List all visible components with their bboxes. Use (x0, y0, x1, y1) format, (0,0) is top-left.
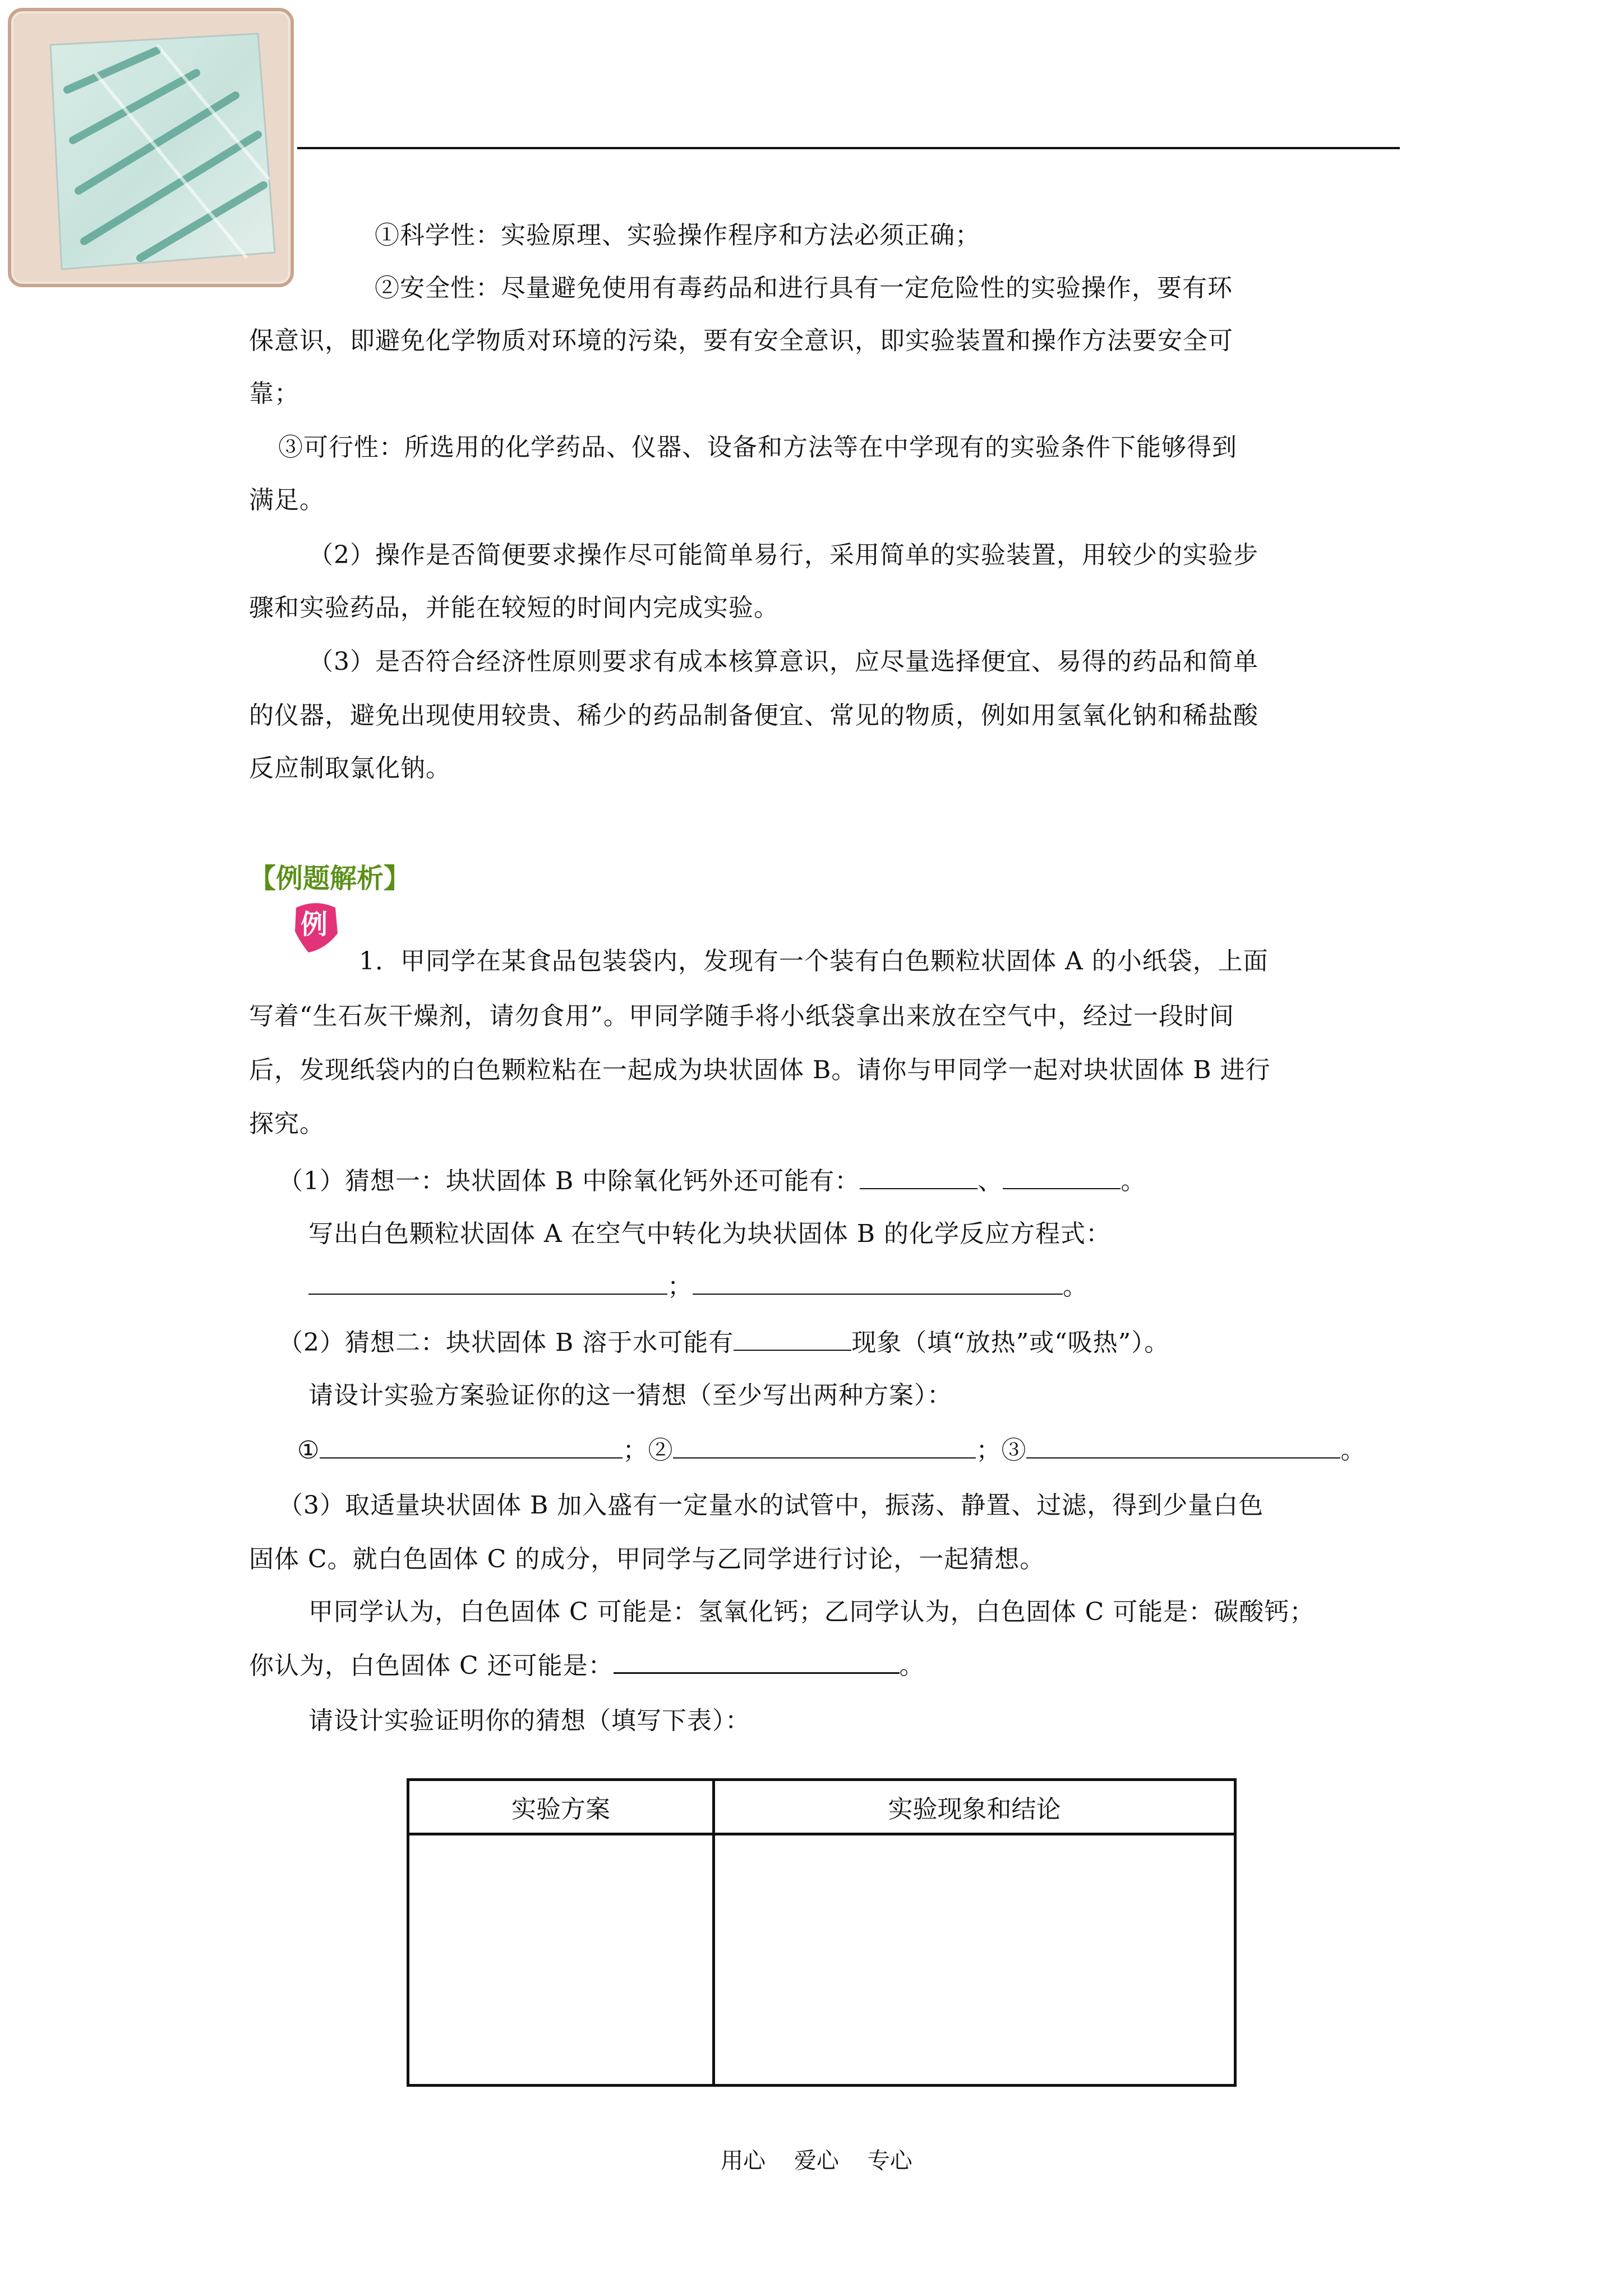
answer-blank-1b[interactable] (1003, 1166, 1121, 1189)
experiment-table (407, 1778, 1237, 2087)
example-section-heading: 【例题解析】 (249, 863, 411, 894)
table-cell-plan[interactable] (408, 1834, 714, 2086)
paragraph-feasibility: ③可行性：所选用的化学药品、仪器、设备和方法等在中学现有的实验条件下能够得到 (278, 433, 1237, 462)
example-intro-line-2: 写着“生石灰干燥剂，请勿食用”。甲同学随手将小纸袋拿出来放在空气中，经过一段时间 (249, 1002, 1234, 1030)
question-1-guess (278, 1154, 1146, 1208)
example-badge (292, 902, 340, 954)
question-2-guess (278, 1316, 1169, 1370)
question-1-text: （1）猜想一：块状固体 B 中除氧化钙外还可能有： (278, 1167, 860, 1195)
question-3-guess-end: 。 (899, 1651, 925, 1680)
question-3-line-3: 甲同学认为，白色固体 C 可能是：氢氧化钙；乙同学认为，白色固体 C 可能是：碳酸钙； (308, 1598, 1315, 1626)
answer-blank-plan-3[interactable] (1026, 1435, 1340, 1458)
plan-marker-3: ；③ (976, 1436, 1027, 1465)
question-3-line-2: 固体 C。就白色固体 C 的成分，甲同学与乙同学进行讨论，一起猜想。 (249, 1545, 1045, 1573)
equation-end: 。 (1063, 1272, 1088, 1301)
paragraph-simplicity: （2）操作是否简便要求操作尽可能简单易行，采用简单的实验装置，用较少的实验步 (308, 541, 1258, 569)
paragraph-simplicity-end: 骤和实验药品，并能在较短的时间内完成实验。 (249, 593, 779, 622)
question-1-equation-blanks (308, 1260, 1088, 1314)
answer-blank-3[interactable] (614, 1650, 900, 1674)
question-1-end: 。 (1121, 1167, 1146, 1195)
question-1-separator: 、 (978, 1167, 1003, 1195)
paragraph-safety-cont: 保意识，即避免化学物质对环境的污染，要有安全意识，即实验装置和操作方法要安全可 (249, 326, 1233, 355)
paragraph-safety: ②安全性：尽量避免使用有毒药品和进行具有一定危险性的实验操作，要有环 (375, 274, 1233, 302)
answer-blank-equation-1[interactable] (308, 1271, 667, 1295)
plan-marker-2: ；② (623, 1436, 674, 1465)
paragraph-safety-end: 靠； (249, 379, 299, 408)
example-badge-label: 例 (301, 909, 328, 940)
page-footer: 用心 爱心 专心 (721, 2148, 912, 2174)
table-header-result: 实验现象和结论 (714, 1780, 1235, 1834)
paragraph-economy-end: 反应制取氯化钠。 (249, 754, 451, 783)
equation-separator: ； (667, 1272, 693, 1301)
desiccant-packet-photo (8, 8, 294, 287)
paragraph-scientific: ①科学性：实验原理、实验操作程序和方法必须正确； (375, 221, 980, 250)
table-header-plan: 实验方案 (408, 1780, 714, 1834)
table-cell-result[interactable] (714, 1834, 1235, 2086)
table-row (408, 1834, 1235, 2086)
desiccant-packet-illustration (11, 11, 291, 284)
plan-marker-1: ① (297, 1436, 320, 1465)
example-intro-line-4: 探究。 (249, 1110, 325, 1138)
question-2-text-end: 现象（填“放热”或“吸热”）。 (851, 1328, 1170, 1357)
paragraph-economy-cont: 的仪器，避免出现使用较贵、稀少的药品制备便宜、常见的物质，例如用氢氧化钠和稀盐酸 (249, 701, 1258, 730)
question-3-table-prompt: 请设计实验证明你的猜想（填写下表）： (308, 1706, 750, 1735)
paragraph-economy: （3）是否符合经济性原则要求有成本核算意识，应尽量选择便宜、易得的药品和简单 (308, 647, 1258, 676)
example-intro-line-1: 1．甲同学在某食品包装袋内，发现有一个装有白色颗粒状固体 A 的小纸袋，上面 (359, 947, 1269, 976)
question-3-guess-text: 你认为，白色固体 C 还可能是： (249, 1651, 614, 1680)
plan-end: 。 (1340, 1436, 1366, 1465)
question-3-guess (249, 1639, 925, 1693)
paragraph-feasibility-end: 满足。 (249, 486, 325, 514)
example-intro-line-3: 后，发现纸袋内的白色颗粒粘在一起成为块状固体 B。请你与甲同学一起对块状固体 B 进行 (249, 1056, 1271, 1084)
question-2-text: （2）猜想二：块状固体 B 溶于水可能有 (278, 1328, 734, 1357)
answer-blank-plan-1[interactable] (320, 1435, 623, 1458)
question-2-plans (297, 1424, 1366, 1478)
question-2-design-prompt: 请设计实验方案验证你的这一猜想（至少写出两种方案）： (308, 1381, 952, 1410)
header-rule (297, 147, 1400, 149)
question-3-line-1: （3）取适量块状固体 B 加入盛有一定量水的试管中，振荡、静置、过滤，得到少量白色 (278, 1491, 1264, 1520)
answer-blank-1a[interactable] (860, 1166, 978, 1189)
answer-blank-2[interactable] (734, 1327, 851, 1351)
answer-blank-plan-2[interactable] (673, 1435, 976, 1458)
question-1-equation-prompt: 写出白色颗粒状固体 A 在空气中转化为块状固体 B 的化学反应方程式： (308, 1220, 1112, 1248)
answer-blank-equation-2[interactable] (693, 1271, 1063, 1295)
table-header-row (408, 1780, 1235, 1834)
